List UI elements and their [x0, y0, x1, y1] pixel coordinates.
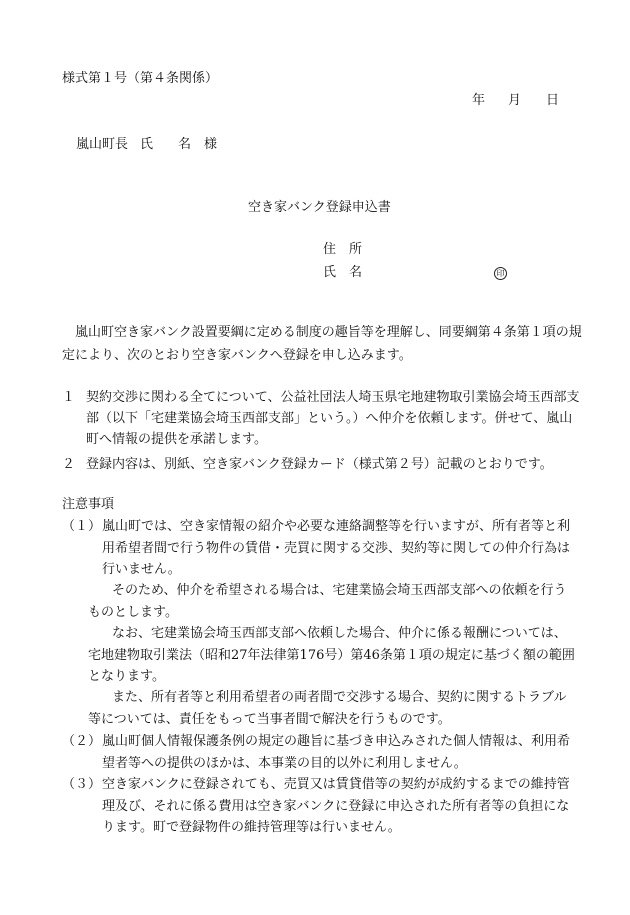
addressee-recipient: 嵐山町長 — [76, 137, 129, 152]
note-2-text: 嵐山町個人情報保護条例の規定の趣旨に基づき申込みされた個人情報は、利用希望者等への提供のほかは、本事業の目的以外に利用しません。 — [102, 734, 571, 771]
note-1-text: 嵐山町では、空き家情報の紹介や必要な連絡調整等を行いますが、所有者等と利用希望者間で行う物件の賃借・売買に関する交渉、契約等に関しての仲介行為は行いません。 — [102, 519, 571, 577]
addressee-mei: 名 — [178, 137, 192, 152]
addressee-sama: 様 — [204, 137, 218, 152]
document-title: 空き家バンク登録申込書 — [248, 200, 391, 215]
note-1-sub-1: そのため、仲介を希望される場合は、宅建業協会埼玉西部支部への依頼を行うものとします。 — [88, 583, 567, 620]
date-day-label: 日 — [546, 93, 560, 108]
item-2-number: ２ — [62, 457, 76, 472]
note-1-sub-2: なお、宅建業協会埼玉西部支部へ依頼した場合、仲介に係る報酬については、宅地建物取引業法（昭和27年法律第176号）第46条第１項の規定に基づく額の範囲となります。 — [88, 626, 575, 684]
form-number: 様式第１号（第４条関係） — [62, 71, 219, 86]
seal-icon — [494, 262, 507, 283]
date-year-label: 年 — [472, 93, 486, 108]
note-1-number: （１） — [62, 519, 102, 534]
item-1-number: １ — [62, 390, 76, 405]
item-2-text: 登録内容は、別紙、空き家バンク登録カード（様式第２号）記載のとおりです。 — [86, 457, 553, 472]
note-1-sub-3: また、所有者等と利用希望者の両者間で交渉する場合、契約に関するトラブル等については、責任をもって当事者間で解決を行うものです。 — [88, 690, 567, 727]
item-1-text — [62, 387, 582, 450]
seal-mark: 印 — [494, 267, 507, 280]
note-2-number: （２） — [62, 734, 102, 749]
note-3-text: 空き家バンクに登録されても、売買又は賃貸借等の契約が成約するまでの維持管理及び、それに係る費用は空き家バンクに登録に申込された所有者等の負担になります。町で登録物件の維持管理等は行いません。 — [102, 777, 570, 835]
item-1-body: 契約交渉に関わる全てについて、公益社団法人埼玉県宅地建物取引業協会埼玉西部支部（以下「宅建業協会埼玉西部支部」という。）へ仲介を依頼します。併せて、嵐山町へ情報の提供を承諾します。 — [86, 390, 580, 447]
intro-paragraph: 嵐山町空き家バンク設置要綱に定める制度の趣旨等を理解し、同要綱第４条第１項の規定により、次のとおり空き家バンクへ登録を申し込みます。 — [62, 325, 582, 363]
address-label: 住 所 — [323, 242, 363, 257]
addressee-shi: 氏 — [140, 137, 154, 152]
note-3-number: （３） — [62, 777, 102, 792]
date-month-label: 月 — [508, 93, 522, 108]
notes-heading: 注意事項 — [62, 497, 115, 512]
name-label: 氏 名 — [323, 265, 363, 280]
